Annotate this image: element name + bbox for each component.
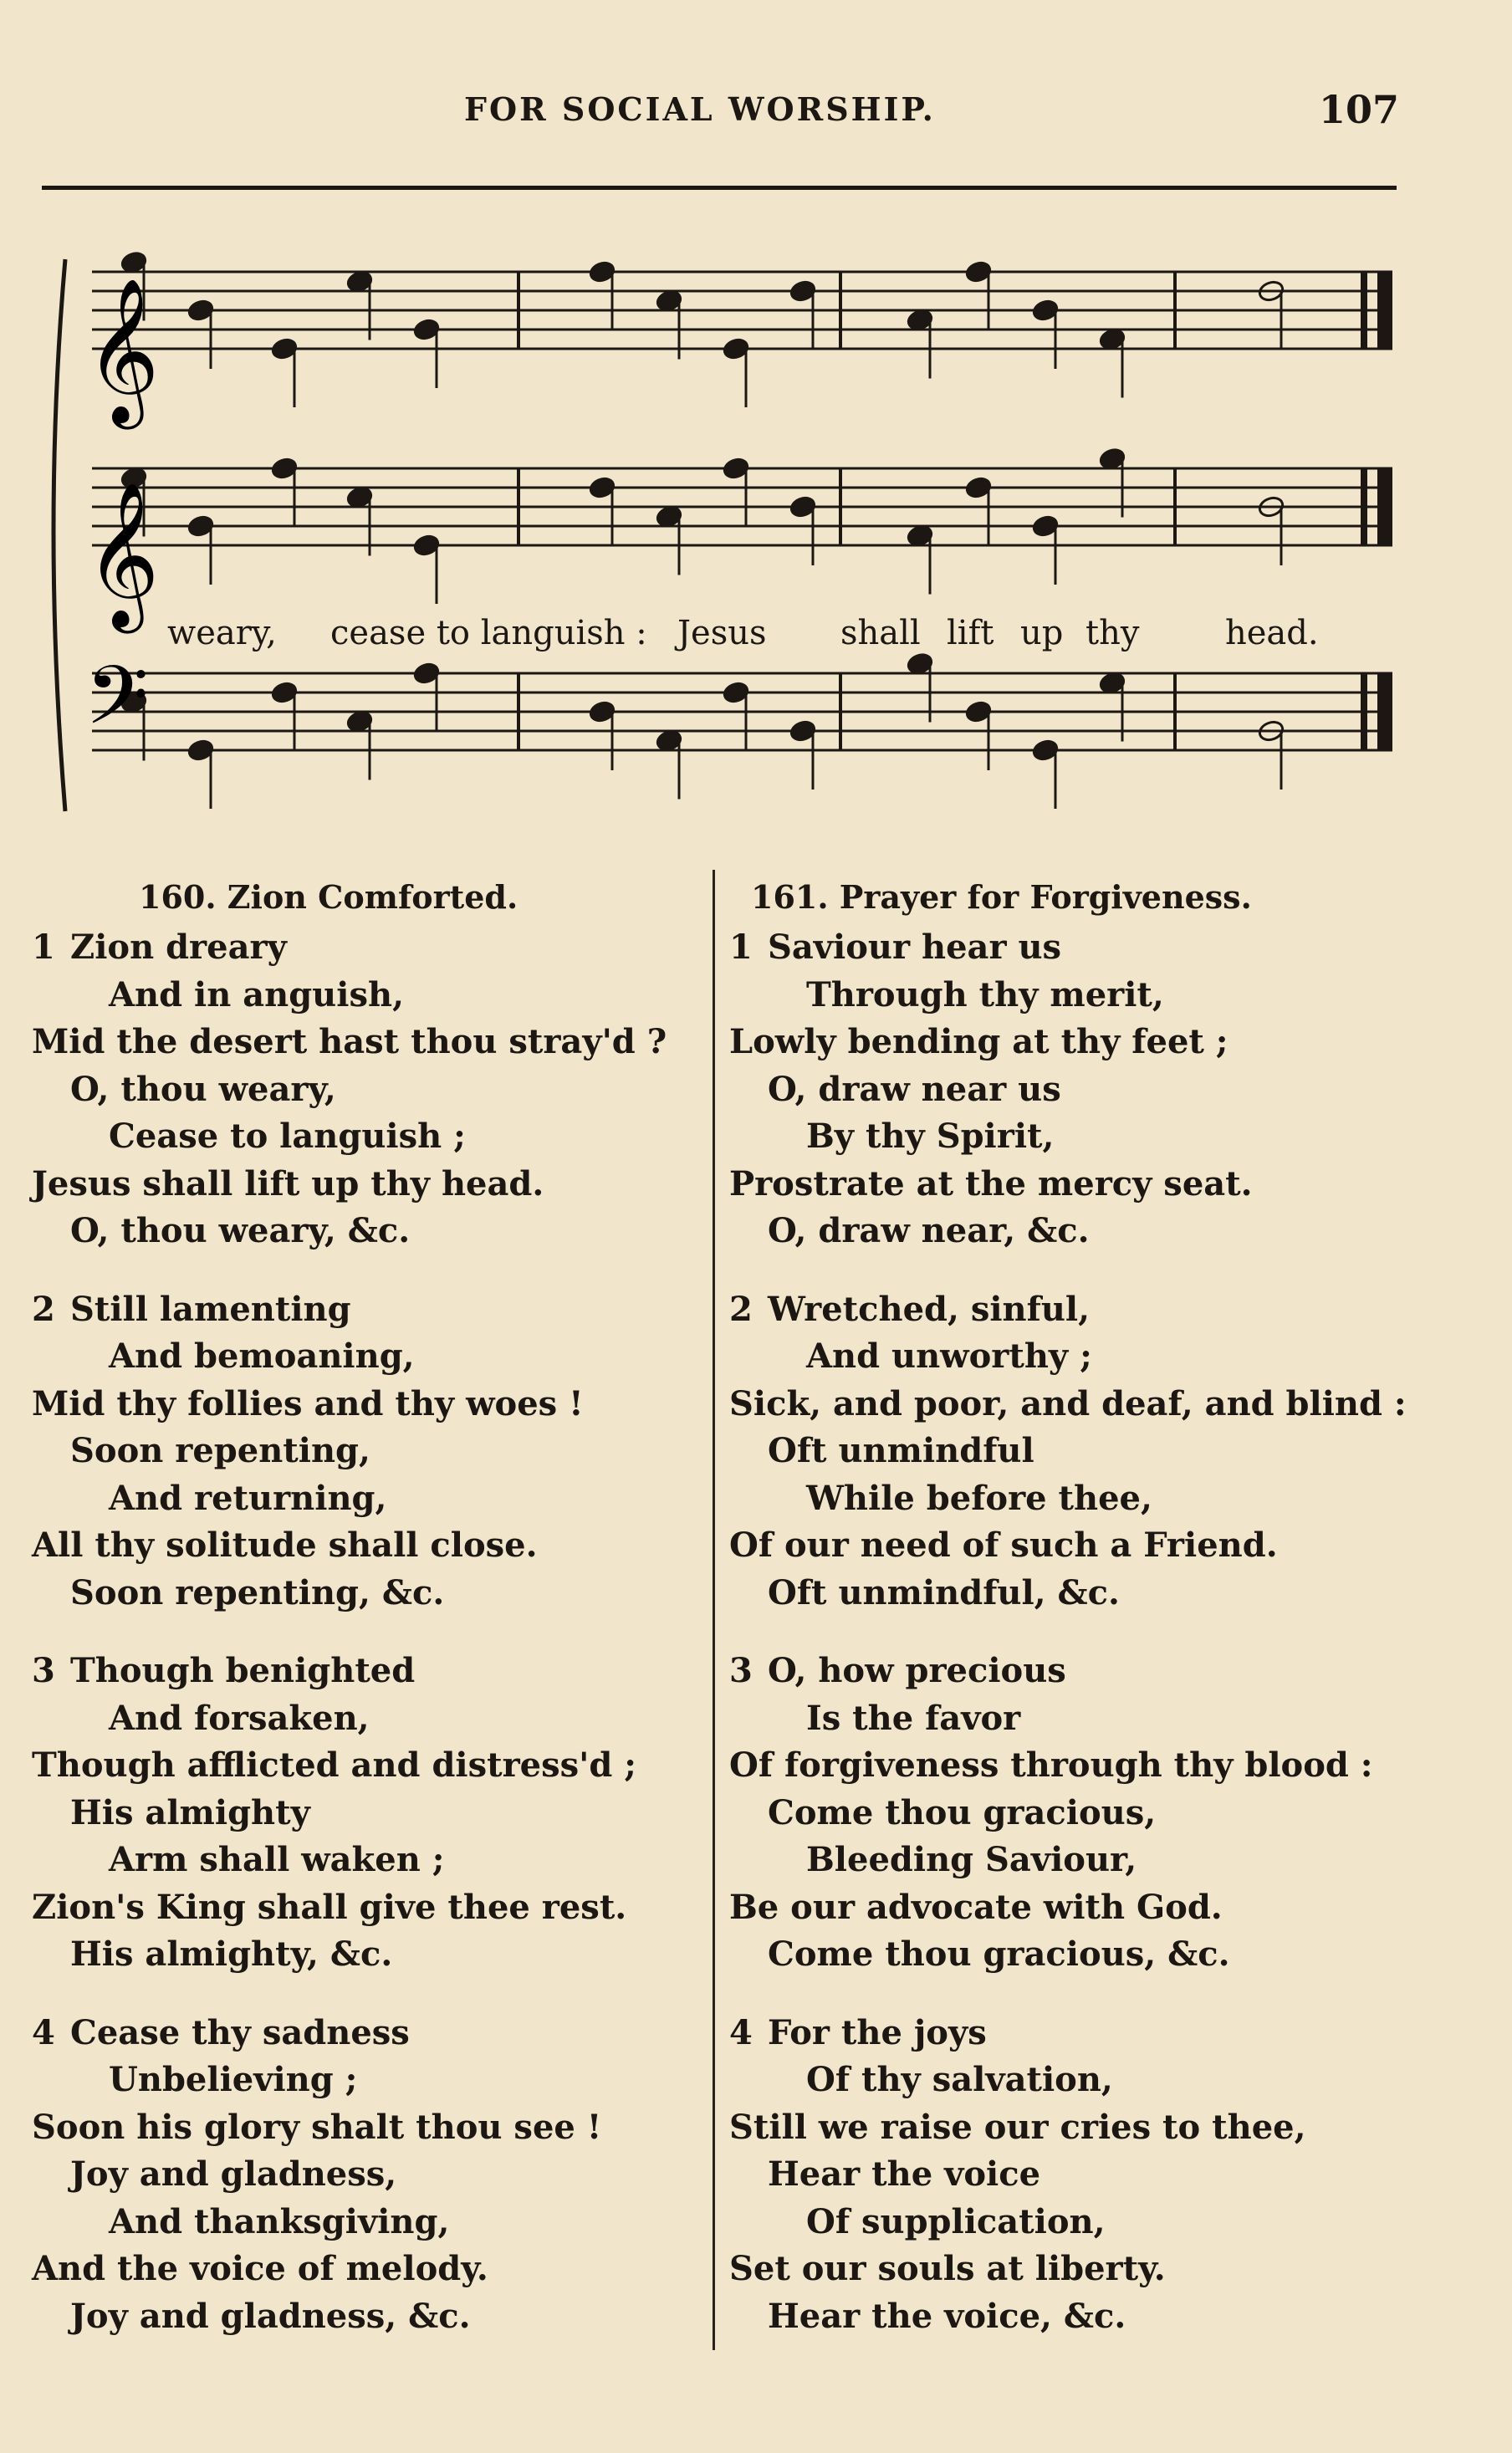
verse-line [32, 1286, 701, 1334]
verse-text: Hear the voice [768, 2154, 1041, 2194]
stanza-number: 3 [32, 1651, 55, 1690]
lyric-word: up [1020, 614, 1064, 652]
verse-text: And bemoaning, [109, 1336, 415, 1376]
verse-text: Set our souls at liberty. [729, 2249, 1166, 2288]
verse-line [32, 1208, 701, 1255]
verse-line [32, 2199, 701, 2246]
stanza [32, 2010, 701, 2341]
verse-text: Though afflicted and distress'd ; [32, 1745, 637, 1785]
verse-line [32, 2246, 701, 2293]
verse-text: O, thou weary, &c. [70, 1211, 411, 1250]
verse-text: His almighty [70, 1792, 310, 1832]
treble-clef-icon: 𝄞 [85, 482, 160, 627]
stanza-number: 2 [729, 1289, 753, 1329]
music-staves [33, 226, 1422, 828]
verse-text: Bleeding Saviour, [806, 1840, 1137, 1879]
lyric-word: thy [1085, 614, 1140, 652]
verse-line [729, 1931, 1398, 1979]
verse-line [32, 2057, 701, 2104]
verse-line [729, 1522, 1398, 1570]
verse-text: Unbelieving ; [109, 2060, 358, 2099]
verse-text: Lowly bending at thy feet ; [729, 1022, 1228, 1061]
staff-notes [120, 250, 1285, 809]
verse-text: Zion dreary [70, 928, 287, 967]
clef-icons [85, 278, 160, 763]
verse-line [729, 924, 1398, 972]
verse-line [729, 1837, 1398, 1884]
verse-line [32, 1522, 701, 1570]
hymn-body [729, 924, 1407, 2340]
verse-text: Sick, and poor, and deaf, and blind : [729, 1383, 1407, 1423]
stanza-number: 4 [729, 2012, 753, 2052]
lyric-word: shall [840, 614, 921, 652]
verse-line [32, 1019, 701, 1066]
header-rule [42, 186, 1397, 190]
verse-text: Mid thy follies and thy woes ! [32, 1383, 584, 1423]
verse-line [729, 2010, 1398, 2057]
column-divider [713, 870, 715, 2350]
verse-line [32, 972, 701, 1020]
verse-text: Hear the voice, &c. [768, 2296, 1126, 2336]
verse-line [729, 1570, 1398, 1617]
verse-line [729, 1066, 1398, 1114]
system-brace [54, 259, 65, 811]
hymn-body [32, 924, 701, 2340]
hymn-heading: 160. Zion Comforted. [139, 878, 518, 916]
verse-text: Of forgiveness through thy blood : [729, 1745, 1373, 1785]
stanza [729, 1648, 1398, 1979]
bass-clef-icon: 𝄢 [85, 647, 149, 763]
final-bar-line [1361, 673, 1367, 750]
verse-line [729, 2151, 1398, 2199]
stanza-number: 1 [729, 928, 753, 967]
verse-line [729, 972, 1398, 1020]
verse-text: O, how precious [768, 1651, 1066, 1690]
final-bar-line [1361, 272, 1367, 349]
hymn-column-left [32, 874, 701, 2371]
verse-line [32, 1066, 701, 1114]
verse-line [729, 1161, 1398, 1209]
verse-line [729, 2104, 1398, 2152]
page-header [0, 87, 1512, 141]
verse-text: While before thee, [806, 1478, 1152, 1518]
verse-line [32, 2151, 701, 2199]
verse-text: Still we raise our cries to thee, [729, 2107, 1306, 2147]
verse-text: Saviour hear us [768, 928, 1062, 967]
verse-text: Zion's King shall give thee rest. [32, 1887, 627, 1927]
verse-line [729, 2293, 1398, 2341]
verse-line [729, 1333, 1398, 1381]
verse-text: By thy Spirit, [806, 1117, 1055, 1156]
stanza-number: 2 [32, 1289, 55, 1329]
verse-text: Still lamenting [70, 1289, 351, 1329]
verse-text: Soon his glory shalt thou see ! [32, 2107, 602, 2147]
verse-line [32, 924, 701, 972]
verse-text: Oft unmindful, &c. [768, 1572, 1120, 1612]
verse-text: Mid the desert hast thou stray'd ? [32, 1022, 667, 1061]
stanza [32, 1648, 701, 1979]
verse-line [729, 1286, 1398, 1334]
hymn-column-right [729, 874, 1407, 2371]
verse-line [729, 2246, 1398, 2293]
lyric-word: head. [1225, 614, 1319, 652]
verse-line [729, 1475, 1398, 1523]
lyric-word: weary, [167, 614, 277, 652]
page-number: 107 [1318, 87, 1399, 132]
verse-text: Is the favor [806, 1698, 1021, 1738]
verse-line [32, 1742, 701, 1790]
verse-text: Joy and gladness, [70, 2154, 397, 2194]
verse-line [32, 1790, 701, 1837]
verse-line [32, 1884, 701, 1932]
running-title: FOR SOCIAL WORSHIP. [464, 90, 936, 128]
verse-text: Soon repenting, [70, 1431, 370, 1470]
verse-text: Arm shall waken ; [109, 1840, 445, 1879]
verse-text: For the joys [768, 2012, 987, 2052]
stanza [729, 924, 1398, 1255]
verse-text: Come thou gracious, &c. [768, 1934, 1230, 1974]
stanza-number: 1 [32, 928, 55, 967]
lyric-word: cease to languish : [330, 614, 647, 652]
verse-text: Of thy salvation, [806, 2060, 1113, 2099]
verse-text: And forsaken, [109, 1698, 370, 1738]
verse-line [32, 1161, 701, 1209]
stanza-number: 3 [729, 1651, 753, 1690]
stanza-number: 4 [32, 2012, 55, 2052]
verse-line [32, 1113, 701, 1161]
verse-line [32, 2104, 701, 2152]
stanza [729, 1286, 1407, 1617]
verse-line [32, 1695, 701, 1743]
final-bar-line [1377, 468, 1392, 545]
verse-text: O, thou weary, [70, 1069, 336, 1109]
verse-line [729, 1695, 1398, 1743]
verse-text: All thy solitude shall close. [32, 1525, 538, 1565]
verse-text: Of our need of such a Friend. [729, 1525, 1278, 1565]
verse-line [32, 2293, 701, 2341]
verse-text: Jesus shall lift up thy head. [32, 1163, 544, 1204]
verse-line [729, 1742, 1398, 1790]
verse-line [32, 1648, 701, 1695]
verse-text: O, draw near us [768, 1069, 1061, 1109]
verse-text: Cease thy sadness [70, 2012, 410, 2052]
verse-line [729, 1019, 1398, 1066]
verse-text: And the voice of melody. [32, 2249, 488, 2288]
verse-text: Through thy merit, [806, 974, 1164, 1014]
treble-clef-icon: 𝄞 [85, 278, 160, 423]
verse-text: Prostrate at the mercy seat. [729, 1163, 1253, 1204]
verse-line [729, 1428, 1398, 1475]
verse-line [729, 1884, 1398, 1932]
verse-text: And thanksgiving, [109, 2201, 450, 2241]
verse-line [32, 1428, 701, 1475]
verse-text: And in anguish, [109, 974, 404, 1014]
verse-text: Oft unmindful [768, 1431, 1034, 1470]
verse-line [729, 2057, 1398, 2104]
final-bar-line [1361, 468, 1367, 545]
verse-line [729, 1648, 1398, 1695]
final-bar-line [1377, 673, 1392, 750]
staff-lines [54, 259, 1392, 811]
stanza [729, 2010, 1398, 2341]
verse-line [32, 1333, 701, 1381]
verse-text: Come thou gracious, [768, 1792, 1157, 1832]
verse-text: Though benighted [70, 1651, 416, 1690]
music-score [33, 226, 1422, 828]
verse-text: Of supplication, [806, 2201, 1106, 2241]
verse-line [729, 2199, 1398, 2246]
verse-line [729, 1113, 1398, 1161]
verse-line [729, 1208, 1398, 1255]
verse-text: Wretched, sinful, [768, 1289, 1091, 1329]
verse-line [729, 1381, 1407, 1428]
verse-line [729, 1790, 1398, 1837]
verse-text: His almighty, &c. [70, 1934, 393, 1974]
stanza [32, 924, 701, 1255]
verse-line [32, 1570, 701, 1617]
verse-text: Soon repenting, &c. [70, 1572, 445, 1612]
lyric-row [167, 614, 1319, 652]
final-bar-line [1377, 272, 1392, 349]
verse-line [32, 1381, 701, 1428]
lyric-word: Jesus [677, 614, 767, 652]
hymn-heading: 161. Prayer for Forgiveness. [751, 878, 1252, 916]
stanza [32, 1286, 701, 1617]
verse-line [32, 1475, 701, 1523]
lyric-word: lift [947, 614, 994, 652]
verse-line [32, 1837, 701, 1884]
verse-text: And unworthy ; [806, 1336, 1092, 1376]
verse-line [32, 2010, 701, 2057]
verse-text: Cease to languish ; [109, 1117, 466, 1156]
verse-line [32, 1931, 701, 1979]
verse-text: Be our advocate with God. [729, 1887, 1223, 1927]
verse-text: O, draw near, &c. [768, 1211, 1090, 1250]
verse-text: And returning, [109, 1478, 387, 1518]
verse-text: Joy and gladness, &c. [70, 2296, 471, 2336]
